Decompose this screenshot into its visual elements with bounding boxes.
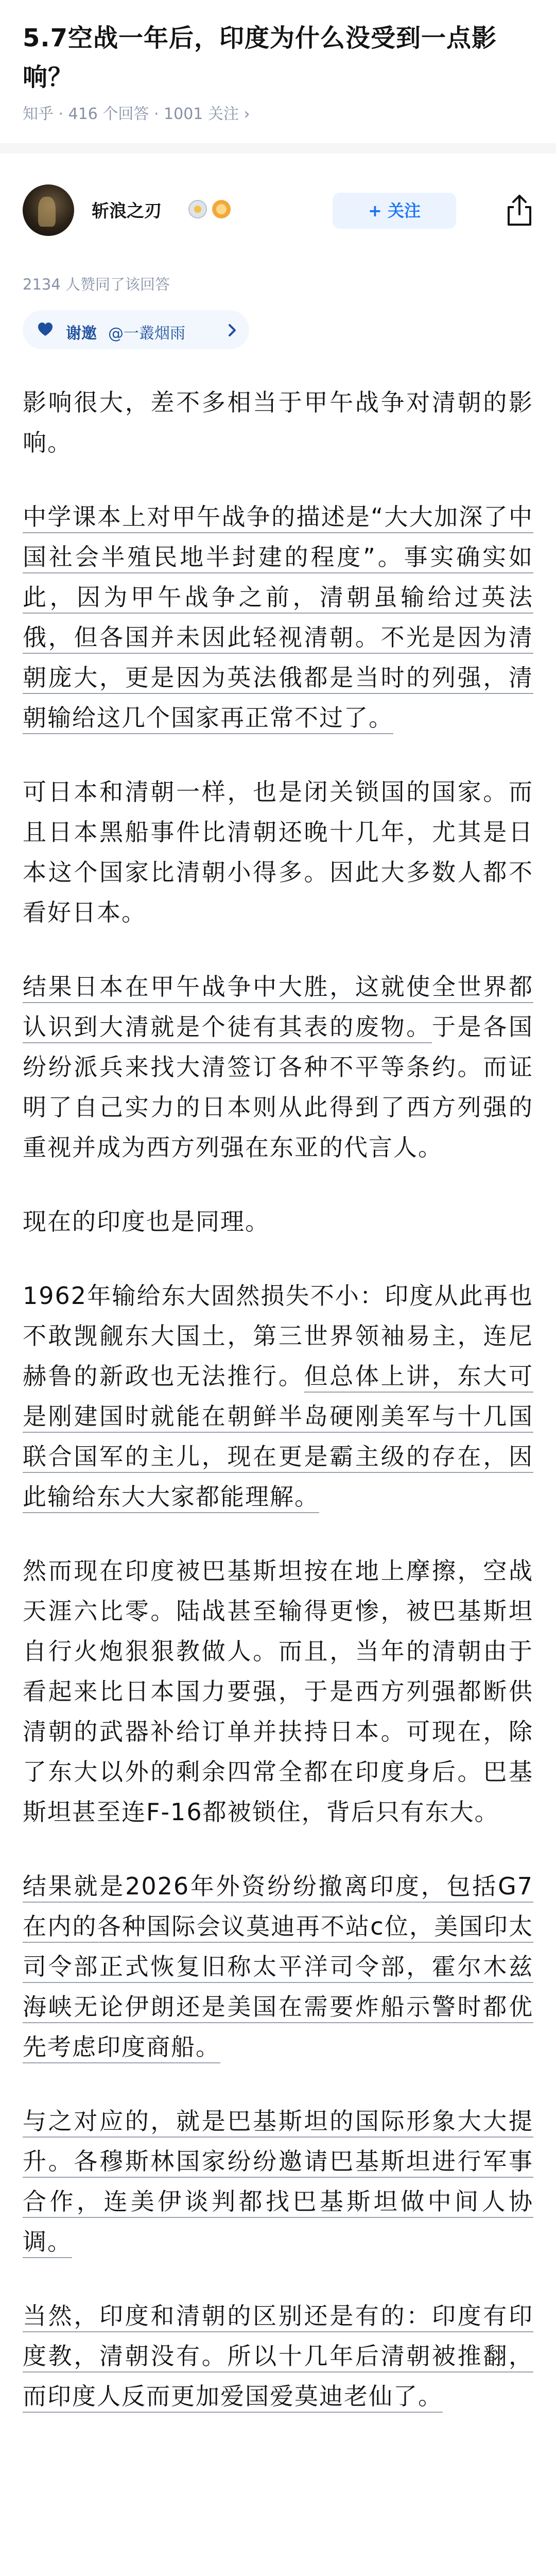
source-label: 知乎 bbox=[23, 105, 54, 123]
heart-hands-icon bbox=[36, 320, 55, 339]
follow-button[interactable]: + 关注 bbox=[333, 193, 456, 229]
question-title[interactable]: 5.7空战一年后，印度为什么没受到一点影响？ bbox=[23, 24, 497, 92]
underlined-text[interactable]: 但总体上讲，东大可是刚建国时就能在朝鲜半岛硬刚美军与十几国联合国军的主儿，现在更是霸主级的存在，因此输给东大大家都能理解。 bbox=[23, 1362, 534, 1511]
paragraph-text: 然而现在印度被巴基斯坦按在地上摩擦，空战天涯六比零。陆战甚至输得更惨，被巴基斯坦自行火炮狠狠教做人。而且，当年的清朝由于看起来比日本国力要强，于是西方列强都断供清朝的武器补给订单并扶持日本。可现在，除了东大以外的剩余四常全都在印度身后。巴基斯坦甚至连F-16都被锁住，背后只有东大。 bbox=[23, 1557, 533, 1826]
thanks-chip[interactable] bbox=[23, 310, 249, 349]
answer-paragraph bbox=[23, 1201, 533, 1242]
share-icon[interactable] bbox=[506, 194, 533, 227]
underlined-text[interactable]: 与之对应的，就是巴基斯坦的国际形象大大提升。各穆斯林国家纷纷邀请巴基斯坦进行军事合作，连美伊谈判都找巴基斯坦做中间人协调。 bbox=[23, 2107, 533, 2256]
underlined-text[interactable]: 当然，印度和清朝的区别还是有的：印度有印度教，清朝没有。所以十几年后清朝被推翻，而印度人反而更加爱国爱莫迪老仙了。 bbox=[23, 2302, 533, 2410]
thanks-label: 谢邀 bbox=[66, 325, 97, 343]
chevron-right-icon: › bbox=[244, 105, 250, 123]
answer-paragraph bbox=[23, 1276, 533, 1517]
answer-paragraph bbox=[23, 967, 533, 1167]
underlined-text[interactable]: 中学课本上对甲午战争的描述是“大大加深了中国社会半殖民地半封建的程度”。事实确实如此，因为甲午战争之前，清朝虽输给过英法俄，但各国并未因此轻视清朝。不光是因为清朝庞大，更是因为英法俄都是当时的列强，清朝输给这几个国家再正常不过了。 bbox=[23, 503, 533, 732]
answer-count: 416 个回答 bbox=[68, 105, 149, 123]
author-row bbox=[23, 181, 533, 238]
follower-count: 1001 关注 bbox=[164, 105, 239, 123]
answer-paragraph bbox=[23, 2101, 533, 2262]
answer-paragraph bbox=[23, 1866, 533, 2067]
chevron-right-icon bbox=[227, 324, 238, 337]
answer-paragraph bbox=[23, 497, 533, 738]
paragraph-text: 现在的印度也是同理。 bbox=[23, 1208, 270, 1235]
paragraph-text: 影响很大，差不多相当于甲午战争对清朝的影响。 bbox=[23, 388, 533, 456]
paragraph-text: 于是各国纷纷派兵来找大清签订各种不平等条约。而证明了自己实力的日本则从此得到了西方列强的重视并成为西方列强在东亚的代言人。 bbox=[23, 1013, 534, 1161]
answer-paragraph bbox=[23, 2296, 533, 2416]
underlined-text[interactable]: 结果就是2026年外资纷纷撤离印度，包括G7在内的各种国际会议莫迪再不站c位，美国印太司令部正式恢复旧称太平洋司令部，霍尔木兹海峡无论伊朗还是美国在需要炸船示警时都优先考虑印度商船。 bbox=[23, 1872, 533, 2061]
answer-paragraph bbox=[23, 1551, 533, 1832]
answer-content bbox=[23, 382, 533, 2450]
paragraph-text: 可日本和清朝一样，也是闭关锁国的国家。而且日本黑船事件比清朝还晚十几年，尤其是日本这个国家比清朝小得多。因此大多数人都不看好日本。 bbox=[23, 778, 533, 926]
question-meta[interactable]: 知乎 · 416 个回答 · 1001 关注 › bbox=[23, 105, 250, 123]
thanks-user: @一叢烟雨 bbox=[108, 325, 185, 343]
badge-icon bbox=[188, 200, 207, 218]
section-divider bbox=[0, 143, 556, 154]
answer-paragraph bbox=[23, 382, 533, 463]
agree-count: 2134 人赞同了该回答 bbox=[23, 276, 170, 293]
underlined-text[interactable]: 结果日本在甲午战争中大胜，这就使全世界都认识到大清就是个徒有其表的废物。 bbox=[23, 973, 533, 1041]
answer-paragraph bbox=[23, 772, 533, 933]
author-name[interactable]: 斩浪之刃 bbox=[92, 201, 162, 222]
paragraph-text: 1962年输给东大固然损失不小：印度从此再也不敢觊觎东大国土，第三世界领袖易主，连尼赫鲁的新政也无法推行。 bbox=[23, 1282, 533, 1390]
avatar[interactable] bbox=[23, 184, 74, 236]
badge-icon bbox=[212, 200, 231, 218]
